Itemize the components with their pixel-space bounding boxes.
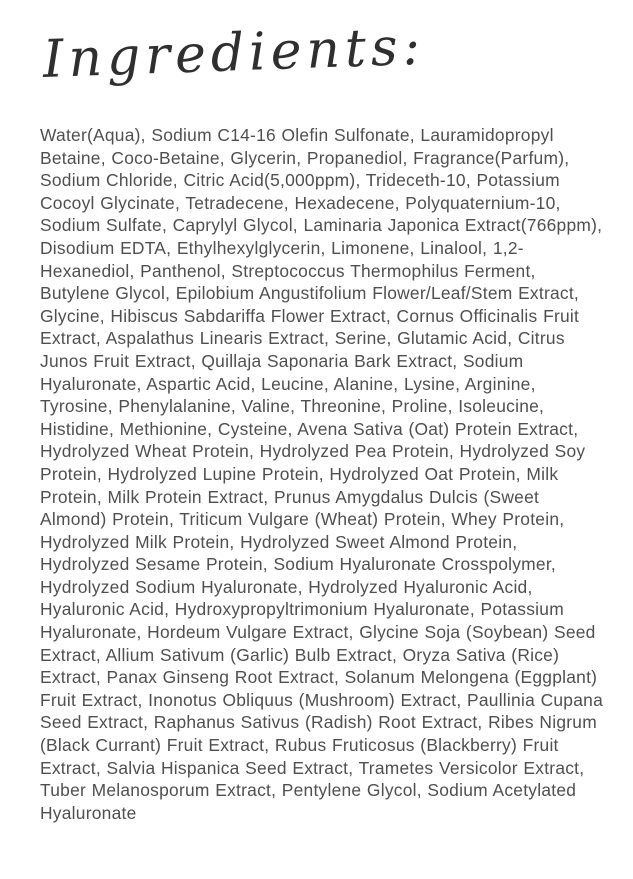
ingredients-heading: Ingredients: xyxy=(41,16,427,91)
ingredients-paragraph: Water(Aqua), Sodium C14-16 Olefin Sulfonate, Lauramidopropyl Betaine, Coco-Betaine, Glycerin, Propanediol, Fragrance(Parfum), Sodium Chloride, Citric Acid(5,000ppm), Trideceth-10, Potassium Cocoyl Glycinate, Tetradecene, Hexadecene, Polyquaternium-10, Sodium Sulfate, Caprylyl Glycol, Laminaria Japonica Extract(766ppm), Disodium EDTA, Ethylhexylglycerin, Limonene, Linalool, 1,2-Hexanediol, Panthenol, Streptococcus Thermophilus Ferment, Butylene Glycol, Epilobium Angustifolium Flower/Leaf/Stem Extract, Glycine, Hibiscus Sabdariffa Flower Extract, Cornus Officinalis Fruit Extract, Aspalathus Linearis Extract, Serine, Glutamic Acid, Citrus Junos Fruit Extract, Quillaja Saponaria Bark Extract, Sodium Hyaluronate, Aspartic Acid, Leucine, Alanine, Lysine, Arginine, Tyrosine, Phenylalanine, Valine, Threonine, Proline, Isoleucine, Histidine, Methionine, Cysteine, Avena Sativa (Oat) Protein Extract, Hydrolyzed Wheat Protein, Hydrolyzed Pea Protein, Hydrolyzed Soy Protein, Hydrolyzed Lupine Protein, Hydrolyzed Oat Protein, Milk Protein, Milk Protein Extract, Prunus Amygdalus Dulcis (Sweet Almond) Protein, Triticum Vulgare (Wheat) Protein, Whey Protein, Hydrolyzed Milk Protein, Hydrolyzed Sweet Almond Protein, Hydrolyzed Sesame Protein, Sodium Hyaluronate Crosspolymer, Hydrolyzed Sodium Hyaluronate, Hydrolyzed Hyaluronic Acid, Hyaluronic Acid, Hydroxypropyltrimonium Hyaluronate, Potassium Hyaluronate, Hordeum Vulgare Extract, Glycine Soja (Soybean) Seed Extract, Allium Sativum (Garlic) Bulb Extract, Oryza Sativa (Rice) Extract, Panax Ginseng Root Extract, Solanum Melongena (Eggplant) Fruit Extract, Inonotus Obliquus (Mushroom) Extract, Paullinia Cupana Seed Extract, Raphanus Sativus (Radish) Root Extract, Ribes Nigrum (Black Currant) Fruit Extract, Rubus Fruticosus (Blackberry) Fruit Extract, Salvia Hispanica Seed Extract, Trametes Versicolor Extract, Tuber Melanosporum Extract, Pentylene Glycol, Sodium Acetylated Hyaluronate xyxy=(40,125,603,823)
